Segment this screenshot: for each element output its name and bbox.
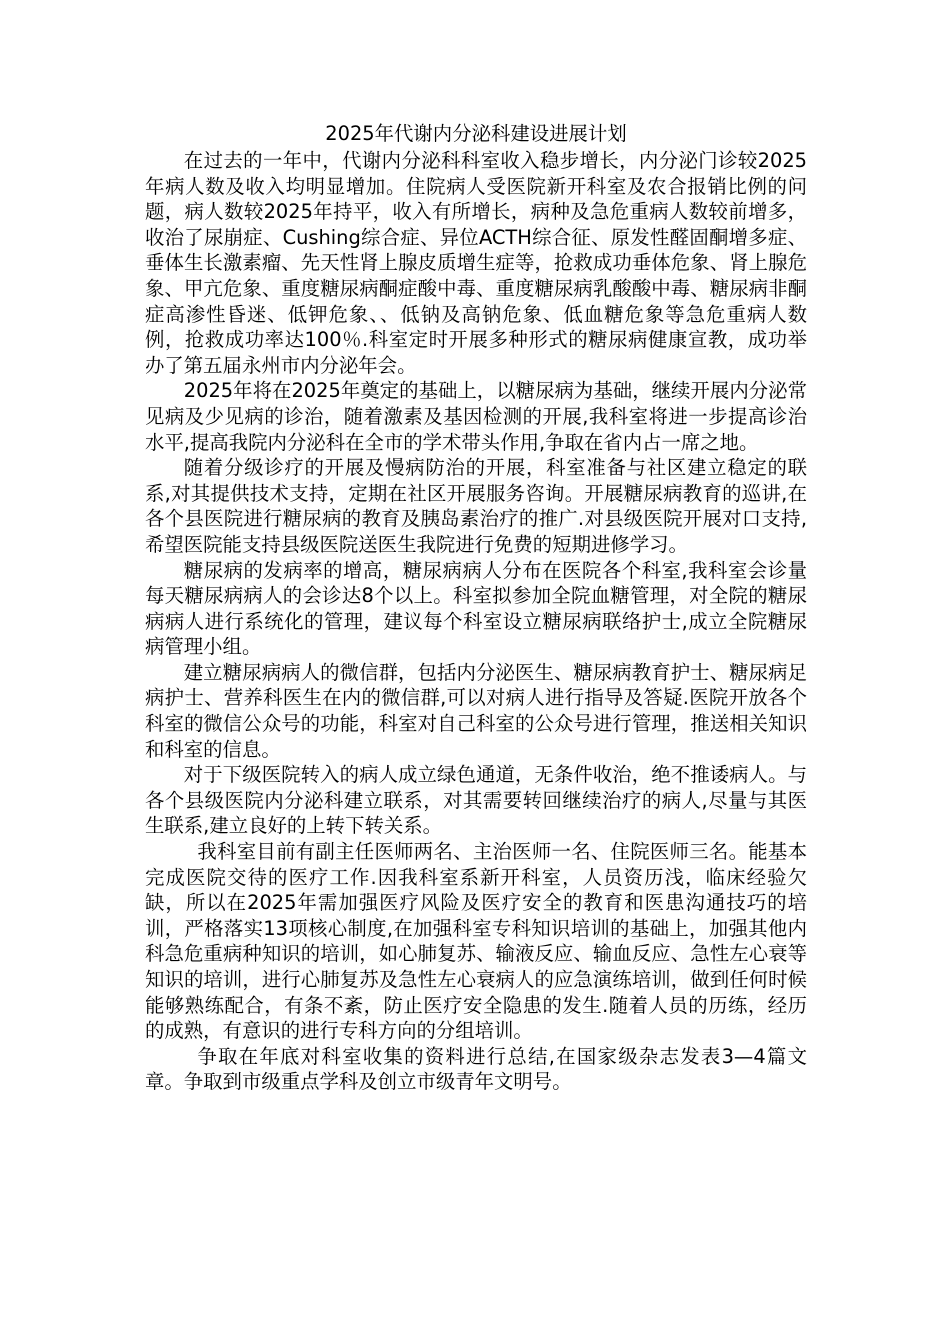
document-title: 2025年代谢内分泌科建设进展计划 [325,122,627,145]
paragraph-2025-plan: 2025年将在2025年奠定的基础上，以糖尿病为基础，继续开展内分泌常见病及少见病的诊治，随着激素及基因检测的开展,我科室将进一步提高诊治水平,提高我院内分泌科在全市的学术带头作用,争取在省内占一席之地。 [145,379,807,454]
paragraph-green-channel: 对于下级医院转入的病人成立绿色通道，无条件收治，绝不推诿病人。与各个县级医院内分泌科建立联系，对其需要转回继续治疗的病人,尽量与其医生联系,建立良好的上转下转关系。 [145,763,807,838]
paragraph-wechat-group: 建立糖尿病病人的微信群，包括内分泌医生、糖尿病教育护士、糖尿病足病护士、营养科医生在内的微信群,可以对病人进行指导及答疑.医院开放各个科室的微信公众号的功能，科室对自己科室的公众号进行管理，推送相关知识和科室的信息。 [145,660,807,761]
document-page [145,120,807,1095]
paragraph-last-year-summary: 在过去的一年中，代谢内分泌科科室收入稳步增长，内分泌门诊较2025年病人数及收入均明显增加。住院病人受医院新开科室及农合报销比例的问题，病人数较2025年持平，收入有所增长，病种及急危重病人数较前增多，收治了尿崩症、Cushing综合症、异位ACTH综合征、原发性醛固酮增多症、垂体生长激素瘤、先天性肾上腺皮质增生症等，抢救成功垂体危象、肾上腺危象、甲亢危象、重度糖尿病酮症酸中毒、重度糖尿病乳酸酸中毒、糖尿病非酮症高渗性昏迷、低钾危象、、低钠及高钠危象、低血糖危象等急危重病人数例，抢救成功率达100％.科室定时开展多种形式的糖尿病健康宣教，成功举办了第五届永州市内分泌年会。 [145,149,807,377]
paragraph-glucose-management: 糖尿病的发病率的增高，糖尿病病人分布在医院各个科室,我科室会诊量每天糖尿病病人的会诊达8个以上。科室拟参加全院血糖管理，对全院的糖尿病病人进行系统化的管理，建议每个科室设立糖尿病联络护士,成立全院糖尿病管理小组。 [145,558,807,659]
paragraph-staff-training: 我科室目前有副主任医师两名、主治医师一名、住院医师三名。能基本完成医院交待的医疗工作.因我科室系新开科室，人员资历浅，临床经验欠缺，所以在2025年需加强医疗风险及医疗安全的教育和医患沟通技巧的培训，严格落实13项核心制度,在加强科室专科知识培训的基础上，加强其他内科急危重病种知识的培训，如心肺复苏、输液反应、输血反应、急性左心衰等知识的培训，进行心肺复苏及急性左心衰病人的应急演练培训，做到任何时候能够熟练配合，有条不紊，防止医疗安全隐患的发生.随着人员的历练，经历的成熟，有意识的进行专科方向的分组培训。 [145,840,807,1043]
paragraph-publication-goals: 争取在年底对科室收集的资料进行总结,在国家级杂志发表3—4篇文章。争取到市级重点学科及创立市级青年文明号。 [145,1044,807,1094]
paragraph-community-outreach: 随着分级诊疗的开展及慢病防治的开展，科室准备与社区建立稳定的联系,对其提供技术支持，定期在社区开展服务咨询。开展糖尿病教育的巡讲,在各个县医院进行糖尿病的教育及胰岛素治疗的推广.对县级医院开展对口支持,希望医院能支持县级医院送医生我院进行免费的短期进修学习。 [145,456,807,556]
